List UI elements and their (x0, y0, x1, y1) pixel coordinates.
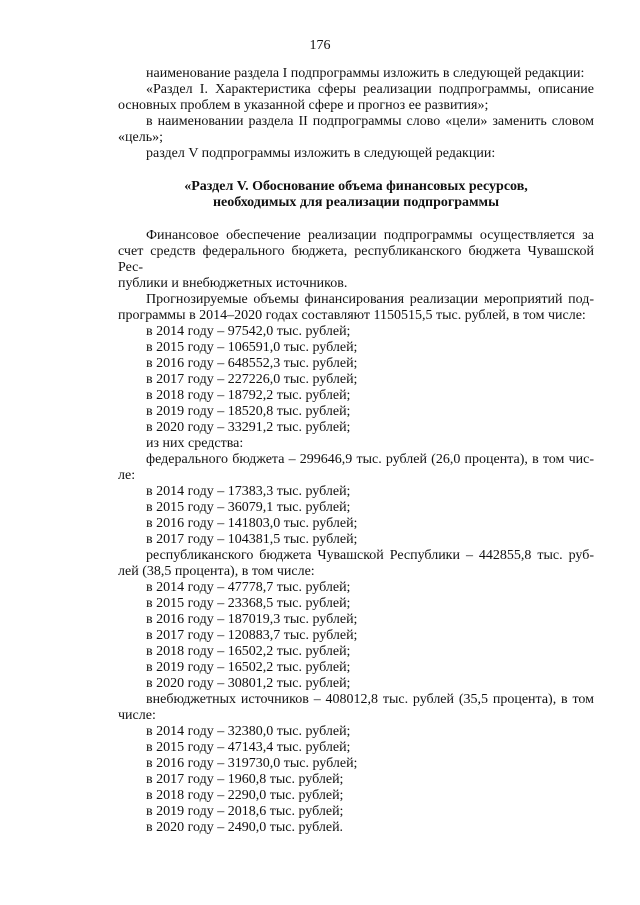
body-text-line: республиканского бюджета Чувашской Республики – 442855,8 тыс. руб- (146, 548, 594, 563)
body-text-line: в 2015 году – 36079,1 тыс. рублей; (146, 500, 351, 515)
body-text-line: в 2016 году – 141803,0 тыс. рублей; (146, 516, 358, 531)
body-text-line: в 2015 году – 106591,0 тыс. рублей; (146, 340, 358, 355)
body-text-line: в 2016 году – 319730,0 тыс. рублей; (146, 756, 358, 771)
body-text-line: ле: (118, 468, 136, 483)
intro-line: в наименовании раздела II подпрограммы слово «цели» заменить словом (146, 114, 594, 129)
section-heading-line-2: необходимых для реализации подпрограммы (212, 195, 500, 210)
body-text-line: Финансовое обеспечение реализации подпрограммы осуществляется за (146, 228, 594, 243)
body-text-line: в 2018 году – 18792,2 тыс. рублей; (146, 388, 351, 403)
body-text-line: в 2017 году – 1960,8 тыс. рублей; (146, 772, 344, 787)
body-text-line: в 2018 году – 16502,2 тыс. рублей; (146, 644, 351, 659)
body-text-line: в 2017 году – 120883,7 тыс. рублей; (146, 628, 358, 643)
body-text-line: числе: (118, 708, 156, 723)
body-text-line: в 2014 году – 17383,3 тыс. рублей; (146, 484, 351, 499)
intro-line: основных проблем в указанной сфере и прогноз ее развития»; (118, 98, 489, 113)
body-text-line: в 2020 году – 2490,0 тыс. рублей. (146, 820, 344, 835)
section-heading-line-1: «Раздел V. Обоснование объема финансовых ресурсов, (184, 179, 528, 194)
section-body (118, 228, 594, 836)
document-content (118, 66, 594, 836)
body-text-line: в 2020 году – 30801,2 тыс. рублей; (146, 676, 351, 691)
body-text-line: в 2018 году – 2290,0 тыс. рублей; (146, 788, 344, 803)
body-text-line: в 2015 году – 47143,4 тыс. рублей; (146, 740, 351, 755)
body-text-line: федерального бюджета – 299646,9 тыс. рублей (26,0 процента), в том чис- (146, 452, 594, 467)
body-text-line: в 2014 году – 32380,0 тыс. рублей; (146, 724, 351, 739)
body-text-line: в 2019 году – 16502,2 тыс. рублей; (146, 660, 351, 675)
body-text-line: в 2015 году – 23368,5 тыс. рублей; (146, 596, 351, 611)
body-text-line: в 2016 году – 187019,3 тыс. рублей; (146, 612, 358, 627)
intro-line: наименование раздела I подпрограммы изложить в следующей редакции: (146, 66, 585, 81)
body-text-line: внебюджетных источников – 408012,8 тыс. рублей (35,5 процента), в том (146, 692, 594, 707)
body-text-line: счет средств федерального бюджета, республиканского бюджета Чувашской Рес- (118, 244, 594, 275)
intro-line: раздел V подпрограммы изложить в следующей редакции: (146, 146, 496, 161)
body-text-line: в 2016 году – 648552,3 тыс. рублей; (146, 356, 358, 371)
body-text-line: в 2017 году – 104381,5 тыс. рублей; (146, 532, 358, 547)
body-text-line: лей (38,5 процента), в том числе: (118, 564, 315, 579)
body-text-line: Прогнозируемые объемы финансирования реализации мероприятий под- (146, 292, 594, 307)
body-text-line: программы в 2014–2020 годах составляют 1150515,5 тыс. рублей, в том числе: (118, 308, 586, 323)
body-text-line: в 2017 году – 227226,0 тыс. рублей; (146, 372, 358, 387)
body-text-line: в 2014 году – 97542,0 тыс. рублей; (146, 324, 351, 339)
body-text-line: публики и внебюджетных источников. (118, 276, 348, 291)
section-heading (118, 179, 594, 211)
body-text-line: из них средства: (146, 436, 244, 451)
intro-line: «цель»; (118, 130, 163, 145)
page-number: 176 (309, 38, 331, 53)
body-text-line: в 2019 году – 18520,8 тыс. рублей; (146, 404, 351, 419)
intro-line: «Раздел I. Характеристика сферы реализации подпрограммы, описание (146, 82, 594, 97)
body-text-line: в 2020 году – 33291,2 тыс. рублей; (146, 420, 351, 435)
body-text-line: в 2014 году – 47778,7 тыс. рублей; (146, 580, 351, 595)
body-text-line: в 2019 году – 2018,6 тыс. рублей; (146, 804, 344, 819)
intro-paragraphs (118, 66, 594, 162)
